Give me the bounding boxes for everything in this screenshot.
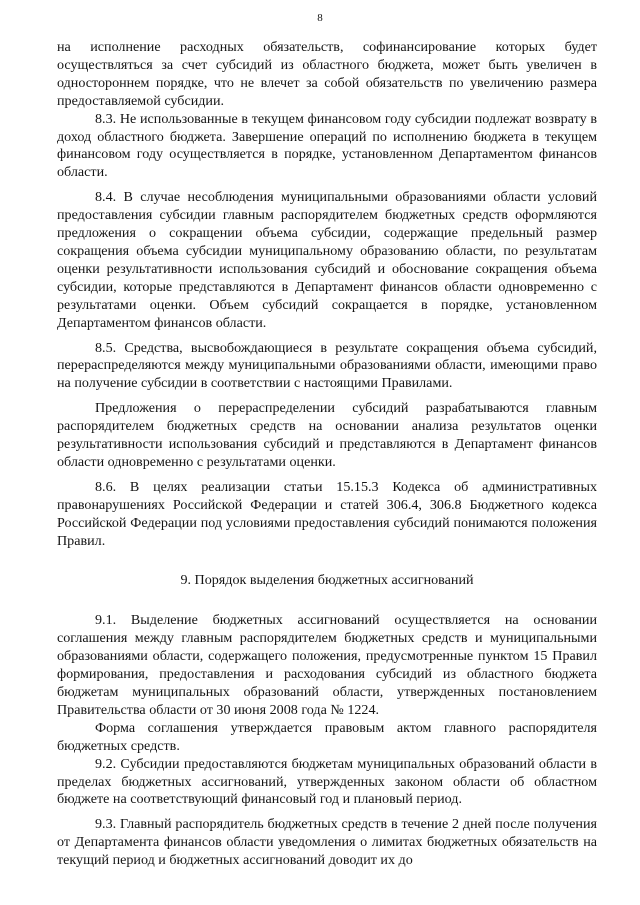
paragraph-continuation: на исполнение расходных обязательств, софинансирование которых будет осуществляться за счет субсидий из областного бюджета, может быть увеличен в одностороннем порядке, что не влечет за собой обязательств по увеличению размера предоставляемой субсидии. <box>57 39 597 109</box>
paragraph-8-5-proposals: Предложения о перераспределении субсидий разрабатываются главным распорядителем бюджетных средств на основании анализа результатов оценки результативности использования субсидий и представляются в Департамент финансов области одновременно с результатами оценки. <box>57 400 597 470</box>
section-heading: 9. Порядок выделения бюджетных ассигнований <box>180 572 474 589</box>
paragraph-9-1-form: Форма соглашения утверждается правовым актом главного распорядителя бюджетных средств. <box>57 719 597 754</box>
paragraph-8-3: 8.3. Не использованные в текущем финансовом году субсидии подлежат возврату в доход областного бюджета. Завершение операций по исполнению бюджета в текущем финансовом году осуществляется в порядке, установленном Департаментом финансов области. <box>57 110 597 181</box>
paragraph-8-5: 8.5. Средства, высвобождающиеся в результате сокращения объема субсидий, перераспределяются между муниципальными образованиями области, имеющими право на получение субсидии в соответствии с настоящими Правилами. <box>57 339 597 392</box>
paragraph-8-6: 8.6. В целях реализации статьи 15.15.3 Кодекса об административных правонарушениях Российской Федерации и статей 306.4, 306.8 Бюджетного кодекса Российской Федерации под условиями предоставления субсидий понимаются положения Правил. <box>57 478 597 549</box>
paragraph-9-1: 9.1. Выделение бюджетных ассигнований осуществляется на основании соглашения между главным распорядителем бюджетных средств и муниципальными образованиями области, содержащего положения, предусмотренные пунктом 15 Правил формирования, предоставления и расходования субсидий из областного бюджета бюджетам муниципальных образований области, утвержденных постановлением Правительства области от 30 июня 2008 года № 1224. <box>57 612 597 718</box>
paragraph-8-4: 8.4. В случае несоблюдения муниципальными образованиями области условий предоставления субсидии главным распорядителем бюджетных средств оформляются предложения о сокращении объема субсидии, содержащие предельный размер сокращения объема субсидии муниципальному образованию области, по результатам оценки результативности использования субсидий и обоснование сокращения объема субсидии, которые представляются в Департамент финансов области одновременно с результатами оценки. Объем субсидий сокращается в порядке, установленном Департаментом финансов области. <box>57 189 597 331</box>
paragraph-9-2: 9.2. Субсидии предоставляются бюджетам муниципальных образований области в пределах бюджетных ассигнований, утвержденных законом области об областном бюджете на соответствующий финансовый год и плановый период. <box>57 755 597 808</box>
page-number: 8 <box>317 12 323 24</box>
paragraph-9-3: 9.3. Главный распорядитель бюджетных средств в течение 2 дней после получения от Департамента финансов области уведомления о лимитах бюджетных обязательств на текущий период и бюджетных ассигнований доводит их до <box>57 816 597 869</box>
document-body <box>57 39 597 870</box>
